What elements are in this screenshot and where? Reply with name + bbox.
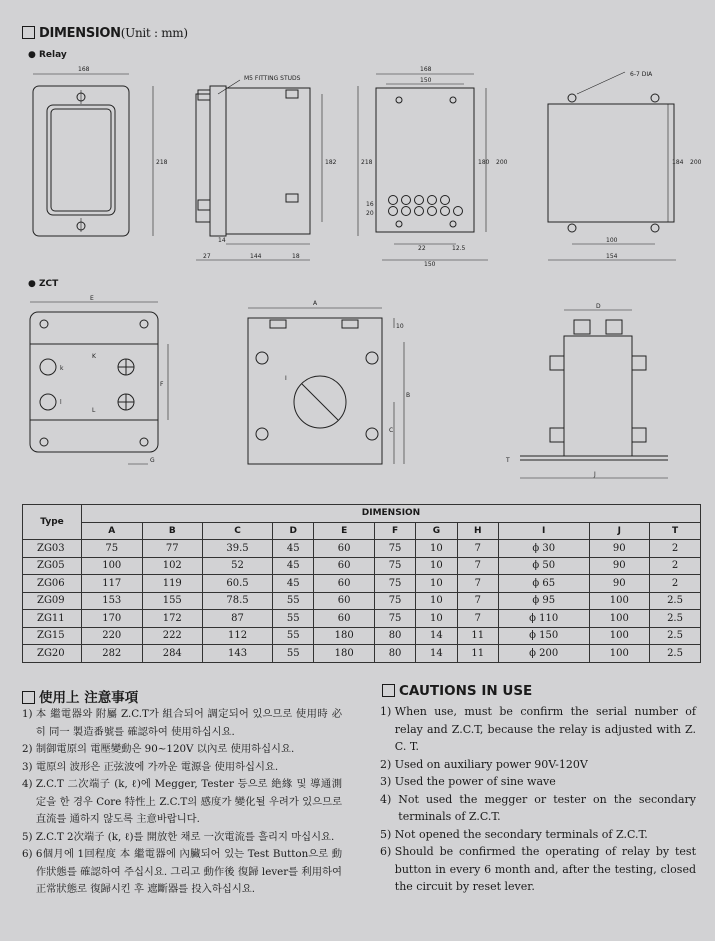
table-row (23, 610, 701, 628)
value-cell: 7 (457, 592, 498, 610)
dimension-table (22, 504, 701, 663)
dim-label: k (60, 365, 64, 372)
dim-label: 200 (496, 159, 508, 166)
table-row (23, 627, 701, 645)
type-cell: ZG05 (23, 557, 82, 575)
relay-drawing (0, 60, 715, 275)
checkbox-square-icon (22, 26, 35, 39)
bullet-icon: ● (28, 279, 36, 289)
note-item (380, 773, 696, 791)
value-cell: ϕ 150 (498, 627, 589, 645)
type-cell: ZG09 (23, 592, 82, 610)
value-cell: 2 (650, 557, 701, 575)
column-header: F (374, 522, 415, 540)
value-cell: ϕ 50 (498, 557, 589, 575)
value-cell: 100 (589, 645, 650, 663)
type-cell: ZG03 (23, 540, 82, 558)
dim-label: 150 (424, 261, 436, 268)
dim-label: 20 (366, 210, 374, 217)
note-text: Used the power of sine wave (394, 775, 556, 788)
dimension-group-header: DIMENSION (82, 505, 701, 523)
column-header: T (650, 522, 701, 540)
dim-label: M5 FITTING STUDS (244, 75, 301, 82)
note-text: 本 繼電器와 附屬 Z.C.T가 組合되어 調定되어 있으므로 使用時 必히 同一 製造番號를 確認하여 使用하십시요. (35, 708, 342, 738)
korean-heading-text: 使用上 注意事項 (39, 690, 139, 706)
value-cell: 155 (142, 592, 203, 610)
type-header: Type (23, 505, 82, 540)
value-cell: 80 (374, 627, 415, 645)
value-cell: 55 (273, 645, 314, 663)
dim-label: l (60, 399, 62, 406)
value-cell: 7 (457, 575, 498, 593)
value-cell: 119 (142, 575, 203, 593)
zct-angle-outline (564, 336, 632, 456)
note-number: 2) (22, 743, 36, 755)
note-item (22, 829, 342, 847)
column-header: C (203, 522, 273, 540)
column-header: G (416, 522, 457, 540)
value-cell: 14 (416, 627, 457, 645)
column-header: J (589, 522, 650, 540)
column-header: E (314, 522, 375, 540)
value-cell: 45 (273, 575, 314, 593)
dim-label: 16 (366, 201, 374, 208)
table-row (23, 540, 701, 558)
value-cell: 10 (416, 610, 457, 628)
note-number: 2) (380, 757, 395, 771)
dim-label: B (406, 392, 411, 399)
column-header: A (82, 522, 143, 540)
dim-label: C (389, 427, 394, 434)
note-text: When use, must be confirm the serial number of relay and Z.C.T, because the relay is adjusted with Z. C. T. (394, 705, 696, 753)
dim-label: 12.5 (452, 245, 466, 252)
type-cell: ZG15 (23, 627, 82, 645)
value-cell: ϕ 95 (498, 592, 589, 610)
dim-label: 18 (292, 253, 300, 260)
english-heading-text: CAUTIONS IN USE (399, 683, 533, 699)
value-cell: 11 (457, 627, 498, 645)
note-number: 4) (22, 778, 36, 790)
note-number: 6) (380, 845, 395, 858)
value-cell: 75 (374, 557, 415, 575)
checkbox-square-icon (382, 684, 395, 697)
type-cell: ZG06 (23, 575, 82, 593)
note-item (22, 706, 342, 741)
column-header: D (273, 522, 314, 540)
dim-label: 100 (606, 237, 618, 244)
value-cell: 102 (142, 557, 203, 575)
value-cell: 220 (82, 627, 143, 645)
note-text: 電原의 波形은 正弦波에 가까운 電源을 使用하십시요. (35, 760, 279, 773)
note-number: 3) (380, 775, 395, 788)
value-cell: 2.5 (650, 610, 701, 628)
value-cell: ϕ 110 (498, 610, 589, 628)
value-cell: 2.5 (650, 627, 701, 645)
value-cell: 60.5 (203, 575, 273, 593)
value-cell: 180 (314, 627, 375, 645)
value-cell: 80 (374, 645, 415, 663)
dim-label: 10 (396, 323, 404, 330)
note-item (22, 776, 342, 829)
dim-label: 6-7 DIA (630, 71, 653, 78)
value-cell: 55 (273, 627, 314, 645)
dim-label: D (596, 303, 601, 310)
value-cell: 117 (82, 575, 143, 593)
dim-label: 184 (672, 159, 684, 166)
column-header: I (498, 522, 589, 540)
english-notes-list (380, 703, 696, 896)
column-header-row (23, 522, 701, 540)
note-item (22, 741, 342, 759)
dim-label: A (313, 300, 318, 307)
dim-label: 168 (420, 66, 432, 73)
value-cell: ϕ 65 (498, 575, 589, 593)
value-cell: 52 (203, 557, 273, 575)
column-header: H (457, 522, 498, 540)
value-cell: 55 (273, 610, 314, 628)
note-text: Should be confirmed the operating of relay by test button in every 6 month and, after the testing, closed the circuit by reset lever. (394, 845, 696, 893)
dim-label: G (150, 457, 155, 464)
value-cell: 100 (589, 610, 650, 628)
zct-side-outline (248, 318, 382, 464)
dim-label: 218 (361, 159, 373, 166)
value-cell: 222 (142, 627, 203, 645)
value-cell: 77 (142, 540, 203, 558)
note-text: Not opened the secondary terminals of Z.C.T. (394, 827, 648, 841)
korean-notes-list (22, 706, 342, 899)
dim-label: 200 (690, 159, 702, 166)
value-cell: 45 (273, 557, 314, 575)
note-number: 4) (380, 792, 399, 806)
note-text: Z.C.T 2次端子 (k, ℓ)를 開放한 채로 一次電流를 흘리지 마십시요. (35, 830, 335, 843)
table-row (23, 557, 701, 575)
zct-label: ZCT (39, 279, 59, 289)
value-cell: 60 (314, 592, 375, 610)
note-item (380, 756, 696, 774)
value-cell: 170 (82, 610, 143, 628)
value-cell: 7 (457, 610, 498, 628)
value-cell: 172 (142, 610, 203, 628)
table-row (23, 592, 701, 610)
value-cell: 180 (314, 645, 375, 663)
note-number: 3) (22, 760, 36, 773)
dimension-title-text: DIMENSION (39, 26, 121, 41)
checkbox-square-icon (22, 691, 35, 704)
value-cell: 55 (273, 592, 314, 610)
bullet-icon: ● (28, 50, 36, 60)
column-header: B (142, 522, 203, 540)
dim-label: 180 (478, 159, 490, 166)
value-cell: 90 (589, 557, 650, 575)
dim-label: K (92, 353, 96, 360)
note-number: 1) (380, 705, 395, 718)
dim-label: 154 (606, 253, 618, 260)
note-text: Used on auxiliary power 90V-120V (394, 757, 588, 771)
note-item (380, 843, 696, 896)
value-cell: 60 (314, 557, 375, 575)
dim-label: E (90, 295, 94, 302)
value-cell: 75 (374, 540, 415, 558)
value-cell: 100 (589, 592, 650, 610)
value-cell: 75 (82, 540, 143, 558)
value-cell: 39.5 (203, 540, 273, 558)
relay-subtitle (28, 50, 67, 60)
note-text: Not used the megger or tester on the secondary terminals of Z.C.T. (398, 792, 696, 823)
value-cell: 10 (416, 575, 457, 593)
value-cell: 2.5 (650, 645, 701, 663)
value-cell: 10 (416, 540, 457, 558)
value-cell: 45 (273, 540, 314, 558)
zct-subtitle (28, 279, 58, 289)
dim-label: 182 (325, 159, 337, 166)
note-item (22, 846, 342, 899)
relay-label: Relay (39, 50, 67, 60)
note-text: 制御電原의 電壓變動은 90∼120V 以內로 使用하십시요. (35, 743, 295, 755)
dim-label: 168 (78, 66, 90, 73)
type-cell: ZG11 (23, 610, 82, 628)
value-cell: 14 (416, 645, 457, 663)
value-cell: 7 (457, 540, 498, 558)
value-cell: 2.5 (650, 592, 701, 610)
note-item (380, 703, 696, 756)
value-cell: 75 (374, 592, 415, 610)
dim-label: 27 (203, 253, 211, 260)
relay-back-outline (376, 88, 474, 232)
table-row (23, 645, 701, 663)
note-item (22, 759, 342, 777)
value-cell: 282 (82, 645, 143, 663)
value-cell: 90 (589, 540, 650, 558)
value-cell: 60 (314, 540, 375, 558)
dim-label: J (594, 471, 596, 478)
value-cell: 143 (203, 645, 273, 663)
dim-label: 14 (218, 237, 226, 244)
value-cell: 60 (314, 575, 375, 593)
note-number: 5) (22, 830, 36, 843)
value-cell: 75 (374, 575, 415, 593)
dim-label: 150 (420, 77, 432, 84)
type-cell: ZG20 (23, 645, 82, 663)
zct-drawing (0, 292, 715, 497)
dim-label: T (506, 457, 510, 464)
value-cell: 284 (142, 645, 203, 663)
value-cell: 78.5 (203, 592, 273, 610)
zct-front-outline (30, 312, 158, 452)
value-cell: 60 (314, 610, 375, 628)
korean-notes-heading (22, 686, 138, 706)
value-cell: ϕ 200 (498, 645, 589, 663)
english-notes-heading (382, 683, 532, 699)
unit-label: (Unit : mm) (120, 26, 188, 40)
value-cell: 2 (650, 540, 701, 558)
dim-label: L (92, 407, 96, 414)
note-number: 5) (380, 827, 395, 841)
note-item (380, 826, 696, 844)
value-cell: 10 (416, 557, 457, 575)
value-cell: 10 (416, 592, 457, 610)
dim-label: 218 (156, 159, 168, 166)
dim-label: 22 (418, 245, 426, 252)
note-number: 1) (22, 708, 36, 720)
note-item (380, 791, 696, 826)
value-cell: 112 (203, 627, 273, 645)
note-text: 6個月에 1回程度 本 繼電器에 內臟되어 있는 Test Button으로 動作狀態를 確認하여 주십시요. 그리고 動作後 復歸 lever를 利用하여 正常狀態로 復歸시킨 후 遮斷器를 投入하십시요. (35, 848, 342, 895)
dimension-title (22, 26, 188, 41)
value-cell: 75 (374, 610, 415, 628)
value-cell: ϕ 30 (498, 540, 589, 558)
value-cell: 2 (650, 575, 701, 593)
dim-label: 144 (250, 253, 262, 260)
value-cell: 100 (589, 627, 650, 645)
value-cell: 90 (589, 575, 650, 593)
dimension-table-body (23, 540, 701, 663)
table-row (23, 575, 701, 593)
value-cell: 100 (82, 557, 143, 575)
value-cell: 11 (457, 645, 498, 663)
panel-cutout-outline (548, 104, 674, 222)
note-text: Z.C.T 二次端子 (k, ℓ)에 Megger, Tester 등으로 絶緣 및 導通測定을 한 경우 Core 特性上 Z.C.T의 感度가 變化될 우려가 있으므로 直流를 通하지 않도록 主意바랍니다. (35, 778, 342, 825)
note-number: 6) (22, 848, 36, 860)
value-cell: 87 (203, 610, 273, 628)
dim-label: F (160, 381, 164, 388)
dim-label: I (285, 375, 287, 382)
value-cell: 7 (457, 557, 498, 575)
value-cell: 153 (82, 592, 143, 610)
